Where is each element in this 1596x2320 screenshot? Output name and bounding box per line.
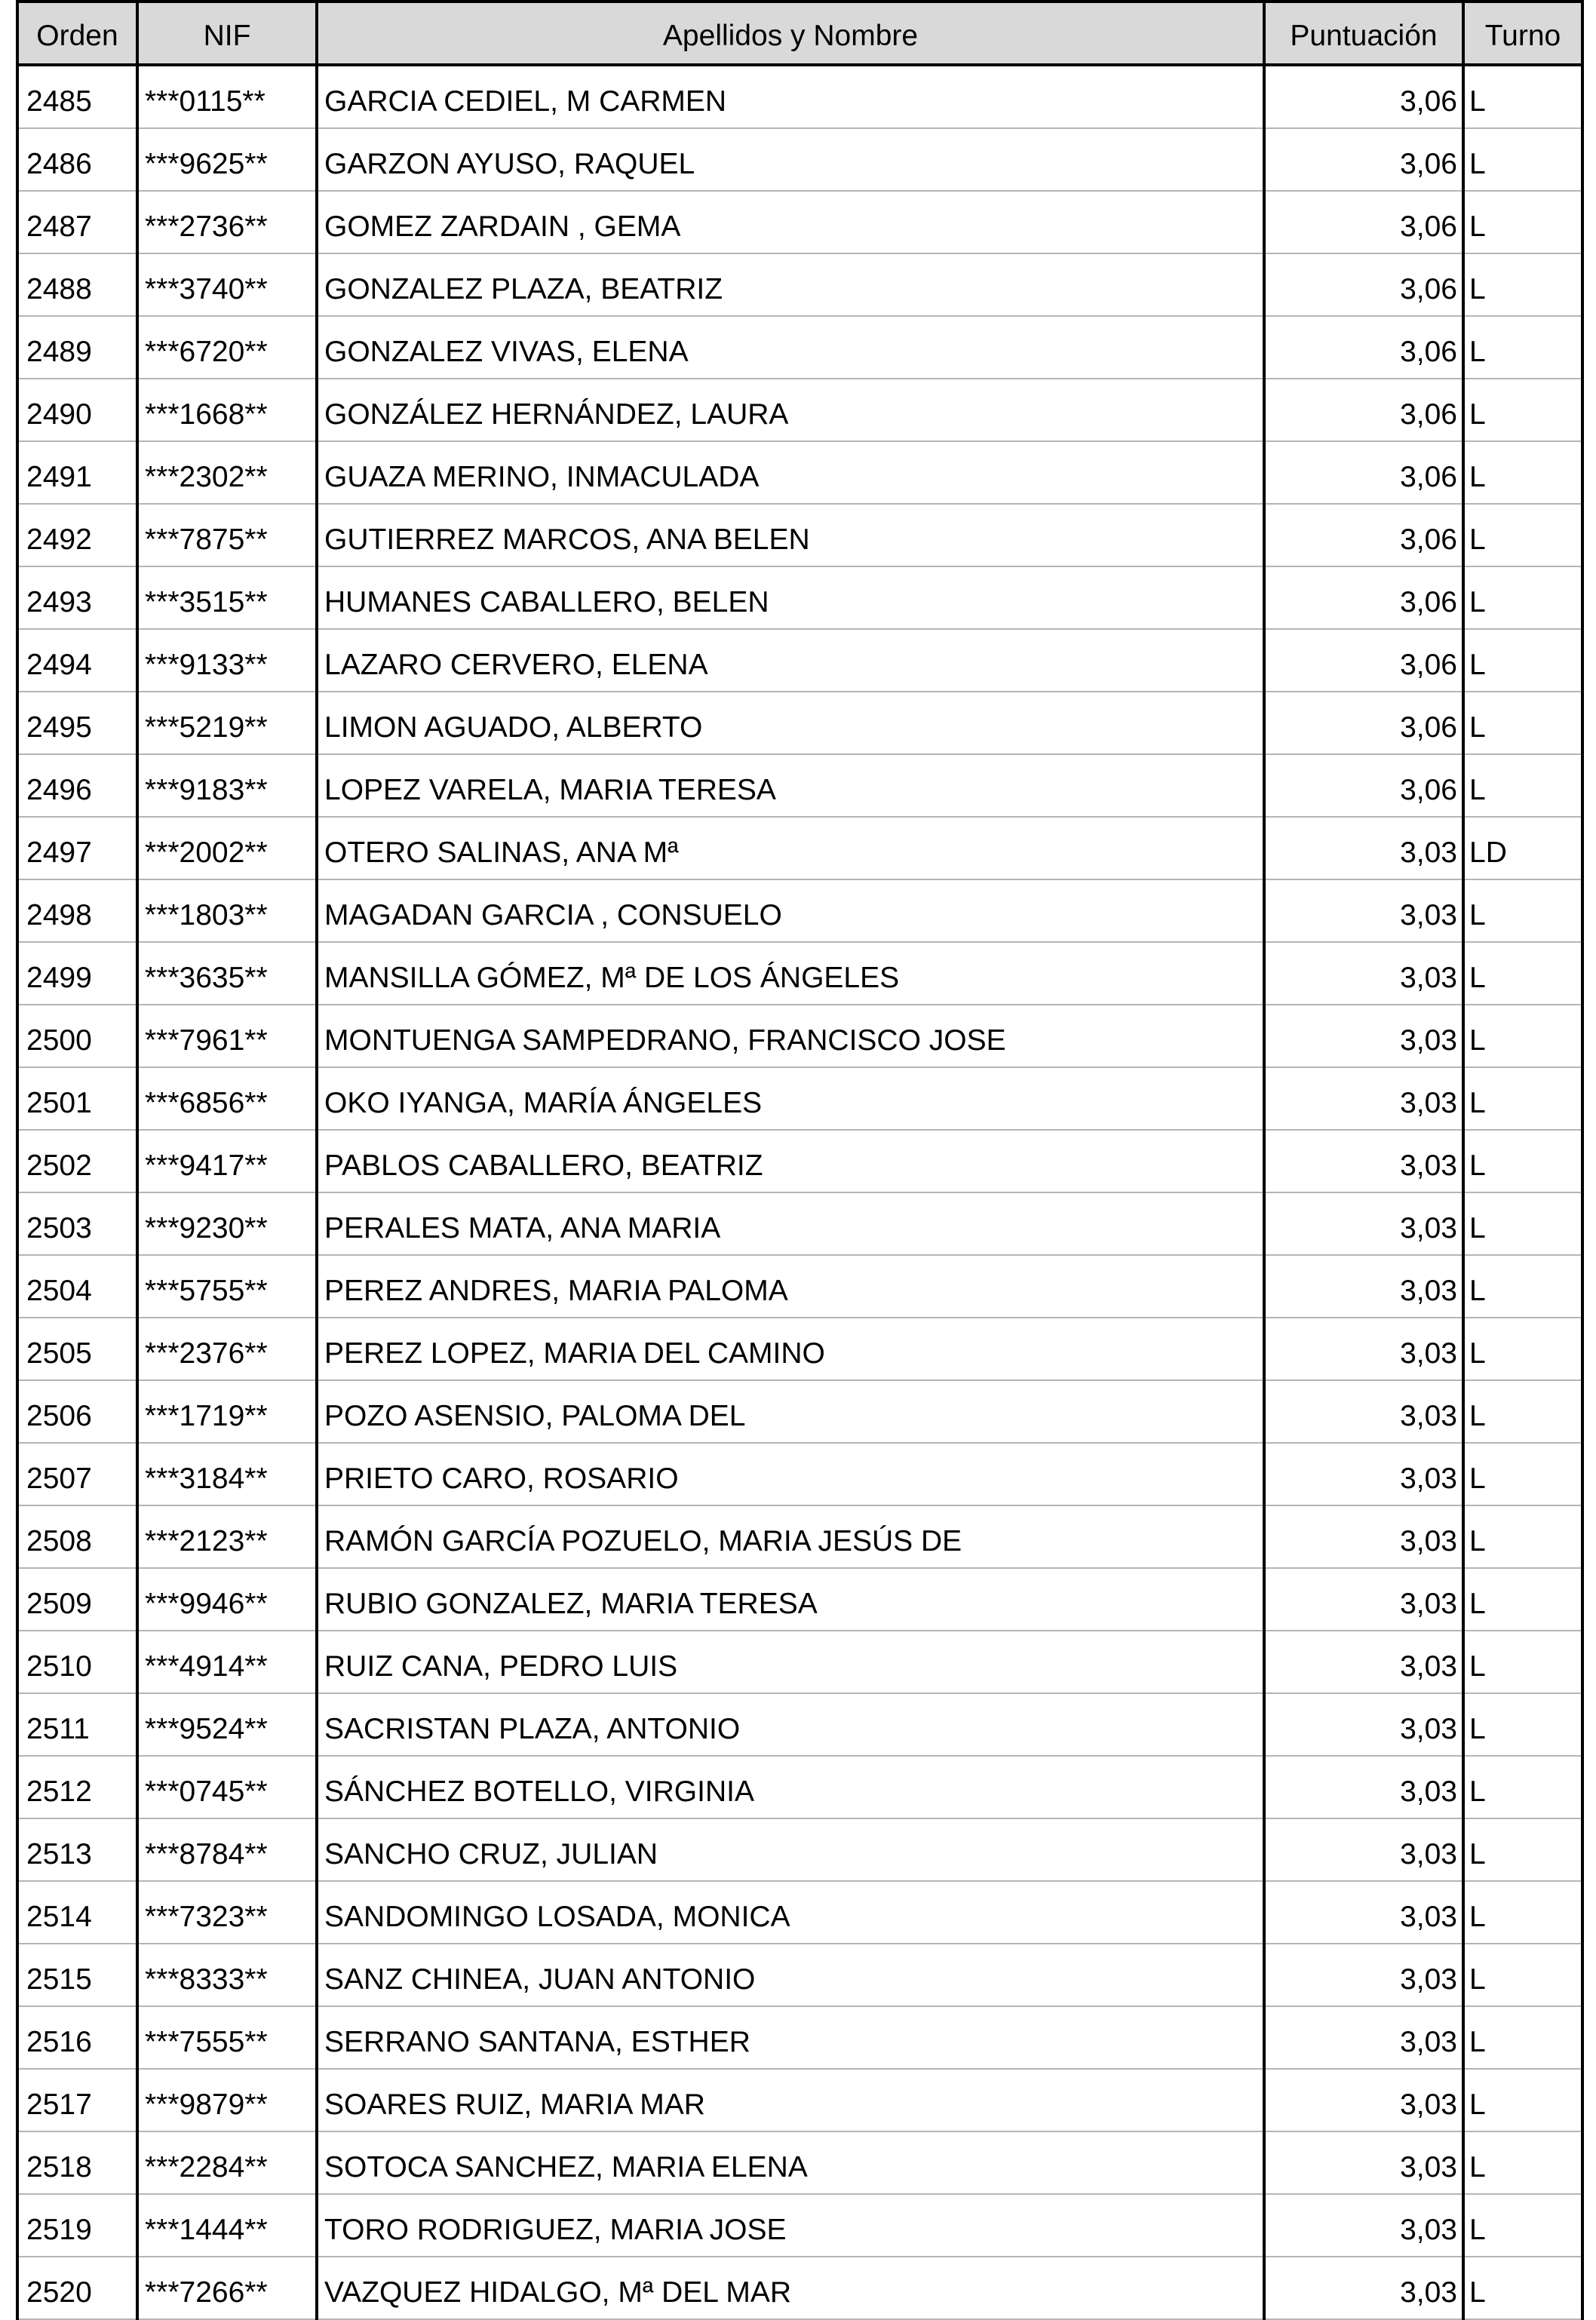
cell-turno: L [1463, 379, 1582, 441]
cell-turno: L [1463, 1067, 1582, 1130]
cell-orden: 2510 [17, 1631, 137, 1693]
cell-turno: L [1463, 1818, 1582, 1881]
cell-turno: L [1463, 629, 1582, 692]
cell-nombre: GARZON AYUSO, RAQUEL [317, 128, 1264, 191]
cell-puntuacion: 3,06 [1264, 65, 1463, 128]
cell-nif: ***2376** [137, 1318, 317, 1380]
cell-puntuacion: 3,06 [1264, 128, 1463, 191]
cell-puntuacion: 3,03 [1264, 1380, 1463, 1443]
cell-nif: ***9879** [137, 2069, 317, 2131]
cell-puntuacion: 3,06 [1264, 316, 1463, 379]
cell-turno: L [1463, 1944, 1582, 2006]
cell-nombre: RUBIO GONZALEZ, MARIA TERESA [317, 1568, 1264, 1631]
table-row [17, 379, 1582, 441]
cell-turno: L [1463, 1443, 1582, 1505]
cell-turno: L [1463, 566, 1582, 629]
table-body [17, 65, 1582, 2319]
cell-nif: ***7875** [137, 504, 317, 566]
cell-nif: ***1719** [137, 1380, 317, 1443]
cell-nif: ***9625** [137, 128, 317, 191]
table-row [17, 566, 1582, 629]
cell-turno: L [1463, 754, 1582, 817]
cell-nif: ***9417** [137, 1130, 317, 1192]
cell-nif: ***8784** [137, 1818, 317, 1881]
header-turno: Turno [1463, 2, 1582, 65]
cell-turno: L [1463, 2131, 1582, 2194]
table-row [17, 1255, 1582, 1318]
cell-puntuacion: 3,03 [1264, 1505, 1463, 1568]
cell-nif: ***2736** [137, 191, 317, 253]
cell-orden: 2503 [17, 1192, 137, 1255]
cell-nombre: TORO RODRIGUEZ, MARIA JOSE [317, 2194, 1264, 2257]
table-header [17, 2, 1582, 65]
cell-nombre: LOPEZ VARELA, MARIA TERESA [317, 754, 1264, 817]
cell-nif: ***0115** [137, 65, 317, 128]
cell-turno: L [1463, 1192, 1582, 1255]
cell-puntuacion: 3,06 [1264, 754, 1463, 817]
table-row [17, 2006, 1582, 2069]
table-row [17, 1443, 1582, 1505]
cell-puntuacion: 3,03 [1264, 1130, 1463, 1192]
cell-orden: 2517 [17, 2069, 137, 2131]
table-row [17, 441, 1582, 504]
cell-nif: ***1444** [137, 2194, 317, 2257]
cell-nombre: SOTOCA SANCHEZ, MARIA ELENA [317, 2131, 1264, 2194]
cell-puntuacion: 3,03 [1264, 1192, 1463, 1255]
cell-orden: 2516 [17, 2006, 137, 2069]
cell-orden: 2501 [17, 1067, 137, 1130]
cell-orden: 2499 [17, 942, 137, 1005]
table-row [17, 1192, 1582, 1255]
cell-turno: L [1463, 253, 1582, 316]
cell-nif: ***3515** [137, 566, 317, 629]
cell-nombre: HUMANES CABALLERO, BELEN [317, 566, 1264, 629]
cell-orden: 2519 [17, 2194, 137, 2257]
document-page [16, 0, 1581, 2320]
cell-nombre: SÁNCHEZ BOTELLO, VIRGINIA [317, 1756, 1264, 1818]
cell-nombre: GONZÁLEZ HERNÁNDEZ, LAURA [317, 379, 1264, 441]
cell-nombre: SACRISTAN PLAZA, ANTONIO [317, 1693, 1264, 1756]
cell-nif: ***7266** [137, 2257, 317, 2319]
cell-nombre: RAMÓN GARCÍA POZUELO, MARIA JESÚS DE [317, 1505, 1264, 1568]
cell-puntuacion: 3,06 [1264, 379, 1463, 441]
table-row [17, 692, 1582, 754]
cell-nif: ***9133** [137, 629, 317, 692]
cell-nombre: LIMON AGUADO, ALBERTO [317, 692, 1264, 754]
cell-orden: 2512 [17, 1756, 137, 1818]
table-row [17, 128, 1582, 191]
cell-orden: 2518 [17, 2131, 137, 2194]
cell-orden: 2511 [17, 1693, 137, 1756]
cell-turno: L [1463, 1881, 1582, 1944]
cell-orden: 2486 [17, 128, 137, 191]
cell-orden: 2496 [17, 754, 137, 817]
table-row [17, 316, 1582, 379]
cell-turno: L [1463, 1631, 1582, 1693]
cell-nif: ***5755** [137, 1255, 317, 1318]
cell-puntuacion: 3,06 [1264, 629, 1463, 692]
cell-nif: ***0745** [137, 1756, 317, 1818]
cell-nif: ***3740** [137, 253, 317, 316]
header-nombre: Apellidos y Nombre [317, 2, 1264, 65]
cell-nombre: GONZALEZ PLAZA, BEATRIZ [317, 253, 1264, 316]
cell-puntuacion: 3,03 [1264, 1568, 1463, 1631]
cell-nif: ***3184** [137, 1443, 317, 1505]
cell-nif: ***4914** [137, 1631, 317, 1693]
cell-orden: 2504 [17, 1255, 137, 1318]
cell-turno: L [1463, 2194, 1582, 2257]
cell-orden: 2515 [17, 1944, 137, 2006]
header-row [17, 2, 1582, 65]
cell-puntuacion: 3,03 [1264, 1318, 1463, 1380]
cell-turno: L [1463, 1380, 1582, 1443]
cell-orden: 2506 [17, 1380, 137, 1443]
cell-nombre: MAGADAN GARCIA , CONSUELO [317, 879, 1264, 942]
cell-orden: 2489 [17, 316, 137, 379]
table-row [17, 1881, 1582, 1944]
cell-turno: L [1463, 1255, 1582, 1318]
cell-nombre: PRIETO CARO, ROSARIO [317, 1443, 1264, 1505]
table-row [17, 1067, 1582, 1130]
cell-nombre: GUTIERREZ MARCOS, ANA BELEN [317, 504, 1264, 566]
cell-nif: ***2284** [137, 2131, 317, 2194]
cell-orden: 2487 [17, 191, 137, 253]
table-row [17, 754, 1582, 817]
cell-puntuacion: 3,06 [1264, 566, 1463, 629]
cell-nombre: VAZQUEZ HIDALGO, Mª DEL MAR [317, 2257, 1264, 2319]
cell-orden: 2509 [17, 1568, 137, 1631]
table-row [17, 1505, 1582, 1568]
cell-nif: ***2123** [137, 1505, 317, 1568]
cell-orden: 2508 [17, 1505, 137, 1568]
cell-puntuacion: 3,03 [1264, 1818, 1463, 1881]
cell-turno: L [1463, 316, 1582, 379]
results-table [16, 0, 1584, 2320]
cell-orden: 2493 [17, 566, 137, 629]
cell-nif: ***3635** [137, 942, 317, 1005]
cell-puntuacion: 3,06 [1264, 692, 1463, 754]
cell-orden: 2500 [17, 1005, 137, 1067]
cell-nombre: PEREZ LOPEZ, MARIA DEL CAMINO [317, 1318, 1264, 1380]
table-row [17, 1005, 1582, 1067]
table-row [17, 1944, 1582, 2006]
cell-turno: LD [1463, 817, 1582, 879]
cell-orden: 2498 [17, 879, 137, 942]
table-row [17, 65, 1582, 128]
cell-nombre: GARCIA CEDIEL, M CARMEN [317, 65, 1264, 128]
cell-puntuacion: 3,03 [1264, 1631, 1463, 1693]
cell-nombre: PABLOS CABALLERO, BEATRIZ [317, 1130, 1264, 1192]
cell-puntuacion: 3,03 [1264, 1944, 1463, 2006]
header-nif: NIF [137, 2, 317, 65]
table-row [17, 2194, 1582, 2257]
cell-orden: 2492 [17, 504, 137, 566]
header-puntuacion: Puntuación [1264, 2, 1463, 65]
cell-orden: 2507 [17, 1443, 137, 1505]
cell-nif: ***1668** [137, 379, 317, 441]
cell-orden: 2488 [17, 253, 137, 316]
cell-nombre: SANCHO CRUZ, JULIAN [317, 1818, 1264, 1881]
cell-nif: ***7555** [137, 2006, 317, 2069]
cell-nif: ***9183** [137, 754, 317, 817]
table-row [17, 1130, 1582, 1192]
cell-nif: ***7961** [137, 1005, 317, 1067]
table-row [17, 2131, 1582, 2194]
cell-nombre: GUAZA MERINO, INMACULADA [317, 441, 1264, 504]
table-row [17, 504, 1582, 566]
cell-puntuacion: 3,06 [1264, 441, 1463, 504]
cell-turno: L [1463, 1318, 1582, 1380]
cell-nombre: LAZARO CERVERO, ELENA [317, 629, 1264, 692]
cell-puntuacion: 3,03 [1264, 879, 1463, 942]
cell-nombre: GOMEZ ZARDAIN , GEMA [317, 191, 1264, 253]
table-row [17, 2257, 1582, 2319]
cell-turno: L [1463, 191, 1582, 253]
cell-nombre: PERALES MATA, ANA MARIA [317, 1192, 1264, 1255]
cell-puntuacion: 3,03 [1264, 2006, 1463, 2069]
cell-puntuacion: 3,03 [1264, 1443, 1463, 1505]
table-row [17, 1318, 1582, 1380]
cell-orden: 2490 [17, 379, 137, 441]
cell-orden: 2513 [17, 1818, 137, 1881]
cell-orden: 2495 [17, 692, 137, 754]
cell-orden: 2497 [17, 817, 137, 879]
cell-turno: L [1463, 1005, 1582, 1067]
cell-puntuacion: 3,03 [1264, 2257, 1463, 2319]
cell-nombre: RUIZ CANA, PEDRO LUIS [317, 1631, 1264, 1693]
cell-nif: ***1803** [137, 879, 317, 942]
table-row [17, 191, 1582, 253]
cell-nombre: PEREZ ANDRES, MARIA PALOMA [317, 1255, 1264, 1318]
cell-puntuacion: 3,03 [1264, 1005, 1463, 1067]
table-row [17, 1568, 1582, 1631]
cell-turno: L [1463, 504, 1582, 566]
cell-puntuacion: 3,03 [1264, 2194, 1463, 2257]
cell-orden: 2520 [17, 2257, 137, 2319]
cell-nombre: SERRANO SANTANA, ESTHER [317, 2006, 1264, 2069]
cell-turno: L [1463, 1756, 1582, 1818]
cell-orden: 2514 [17, 1881, 137, 1944]
cell-turno: L [1463, 128, 1582, 191]
cell-orden: 2485 [17, 65, 137, 128]
cell-turno: L [1463, 1505, 1582, 1568]
cell-nombre: GONZALEZ VIVAS, ELENA [317, 316, 1264, 379]
table-row [17, 1631, 1582, 1693]
cell-nif: ***5219** [137, 692, 317, 754]
table-row [17, 1756, 1582, 1818]
cell-nif: ***2302** [137, 441, 317, 504]
cell-turno: L [1463, 1130, 1582, 1192]
table-row [17, 942, 1582, 1005]
cell-turno: L [1463, 2006, 1582, 2069]
cell-nombre: SANDOMINGO LOSADA, MONICA [317, 1881, 1264, 1944]
cell-orden: 2494 [17, 629, 137, 692]
cell-puntuacion: 3,03 [1264, 1693, 1463, 1756]
cell-turno: L [1463, 2257, 1582, 2319]
cell-puntuacion: 3,03 [1264, 1756, 1463, 1818]
table-row [17, 1818, 1582, 1881]
cell-nif: ***7323** [137, 1881, 317, 1944]
cell-turno: L [1463, 1568, 1582, 1631]
cell-puntuacion: 3,03 [1264, 1881, 1463, 1944]
cell-puntuacion: 3,06 [1264, 191, 1463, 253]
cell-puntuacion: 3,03 [1264, 942, 1463, 1005]
cell-nombre: OKO IYANGA, MARÍA ÁNGELES [317, 1067, 1264, 1130]
cell-puntuacion: 3,06 [1264, 253, 1463, 316]
cell-nif: ***9230** [137, 1192, 317, 1255]
cell-nif: ***9524** [137, 1693, 317, 1756]
cell-nif: ***8333** [137, 1944, 317, 2006]
cell-puntuacion: 3,03 [1264, 817, 1463, 879]
table-row [17, 817, 1582, 879]
cell-nombre: SOARES RUIZ, MARIA MAR [317, 2069, 1264, 2131]
cell-orden: 2502 [17, 1130, 137, 1192]
cell-puntuacion: 3,03 [1264, 2069, 1463, 2131]
cell-turno: L [1463, 879, 1582, 942]
cell-nif: ***6856** [137, 1067, 317, 1130]
table-row [17, 879, 1582, 942]
cell-puntuacion: 3,03 [1264, 2131, 1463, 2194]
table-row [17, 253, 1582, 316]
cell-turno: L [1463, 65, 1582, 128]
cell-turno: L [1463, 692, 1582, 754]
cell-turno: L [1463, 942, 1582, 1005]
table-row [17, 1380, 1582, 1443]
cell-puntuacion: 3,06 [1264, 504, 1463, 566]
cell-puntuacion: 3,03 [1264, 1067, 1463, 1130]
table-row [17, 629, 1582, 692]
cell-nif: ***2002** [137, 817, 317, 879]
cell-nombre: SANZ CHINEA, JUAN ANTONIO [317, 1944, 1264, 2006]
cell-turno: L [1463, 1693, 1582, 1756]
cell-nif: ***9946** [137, 1568, 317, 1631]
header-orden: Orden [17, 2, 137, 65]
cell-puntuacion: 3,03 [1264, 1255, 1463, 1318]
cell-nif: ***6720** [137, 316, 317, 379]
cell-nombre: POZO ASENSIO, PALOMA DEL [317, 1380, 1264, 1443]
cell-turno: L [1463, 441, 1582, 504]
cell-orden: 2491 [17, 441, 137, 504]
cell-nombre: MANSILLA GÓMEZ, Mª DE LOS ÁNGELES [317, 942, 1264, 1005]
table-row [17, 2069, 1582, 2131]
cell-turno: L [1463, 2069, 1582, 2131]
cell-nombre: MONTUENGA SAMPEDRANO, FRANCISCO JOSE [317, 1005, 1264, 1067]
cell-nombre: OTERO SALINAS, ANA Mª [317, 817, 1264, 879]
table-row [17, 1693, 1582, 1756]
cell-orden: 2505 [17, 1318, 137, 1380]
